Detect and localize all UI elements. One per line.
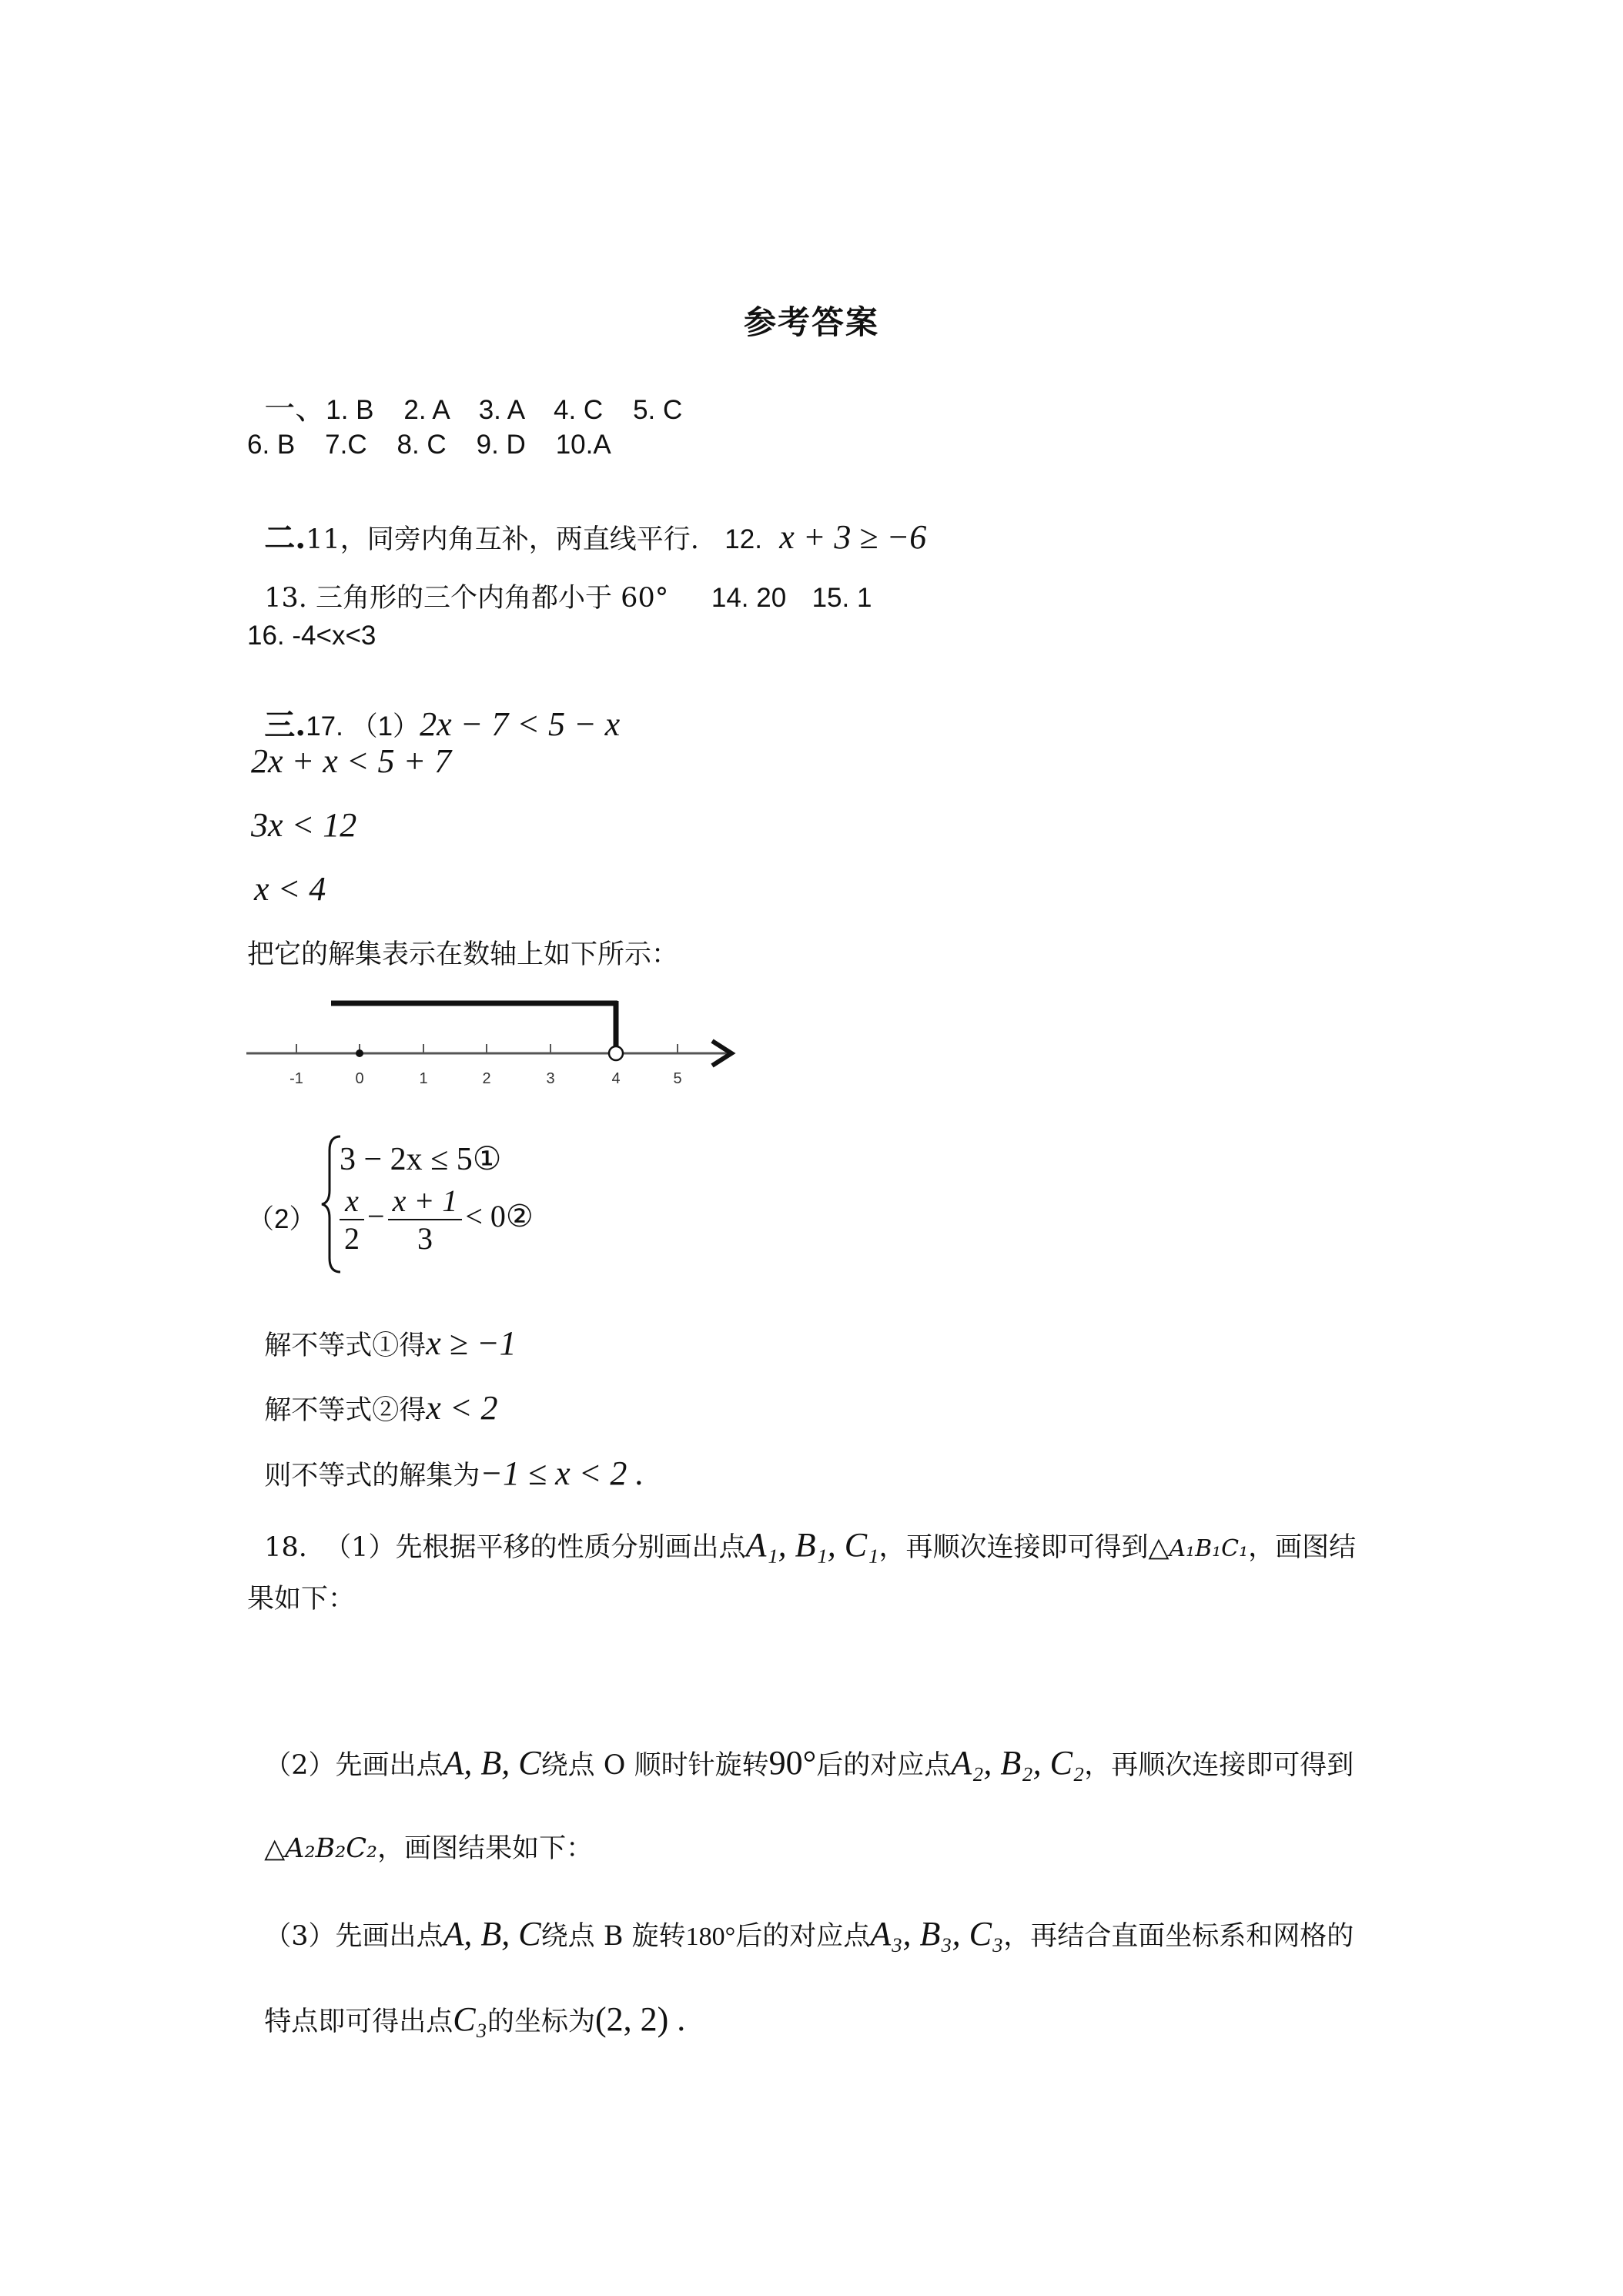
q18-part3-point-c3: C₃ (453, 2000, 487, 2038)
q18-part2-text-f: ，画图结果如下： (377, 1833, 594, 1864)
solution-ineq2-text: 解不等式②得 (264, 1395, 427, 1426)
q18-part3-text-d: ，再结合直面坐标系和网格的 (1003, 1921, 1354, 1952)
solution-ineq1 (247, 1300, 517, 1361)
q18-part2-text-d: ，再顺次连接即可得到 (1084, 1750, 1354, 1781)
q17-step3: x < 4 (254, 870, 326, 908)
section2-row2 (247, 557, 872, 612)
number-line (239, 993, 747, 1101)
q17-expression: 2x − 7 < 5 − x (420, 705, 621, 743)
q16-answer: 16. -4<x<3 (247, 621, 376, 651)
q18-part2-triangle: △A₂B₂C₂ (264, 1833, 378, 1864)
q18-part2-points: A, B, C (443, 1744, 541, 1782)
eq2-minus: − (367, 1199, 385, 1234)
q12-label: 12. (724, 524, 762, 554)
tick-label: 3 (546, 1070, 555, 1087)
eq2-denominator1: 2 (344, 1221, 360, 1256)
section1-answers-row1: 1. B 2. A 3. A 4. C 5. C (326, 395, 683, 425)
q18-part1 (247, 1501, 1356, 1562)
tick-label: -1 (289, 1070, 303, 1087)
open-circle-marker (609, 1046, 623, 1060)
section1-answers-row2: 6. B 7.C 8. C 9. D 10.A (247, 430, 611, 460)
q18-part2-angle: 90° (768, 1744, 817, 1782)
q18-part2-text-b: 绕点 O 顺时针旋转 (540, 1750, 769, 1781)
page-title: 参考答案 (743, 303, 879, 341)
solution-set-expr: −1 ≤ x < 2 . (480, 1454, 644, 1492)
q18-part3 (247, 1890, 1354, 1951)
q17-part1-header (247, 681, 620, 741)
q18-part3-points2: A₃, B₃, C₃ (870, 1915, 1004, 1953)
q18-part3-coordinate: (2, 2) . (594, 2000, 686, 2038)
q18-part2-points2: A₂, B₂, C₂ (951, 1744, 1085, 1782)
solution-ineq2-expr: x < 2 (426, 1389, 498, 1427)
q11-answer: 11，同旁内角互补，两直线平行. (306, 524, 699, 555)
q18-part3-cont (247, 1976, 685, 2037)
solution-set-text: 则不等式的解集为 (264, 1461, 480, 1491)
q18-part3-text-e: 特点即可得出点 (264, 2006, 453, 2037)
tick-label: 4 (611, 1070, 621, 1087)
q14-answer: 14. 20 (711, 583, 787, 613)
q18-part3-text-c: 后的对应点 (735, 1921, 871, 1952)
q18-part2 (247, 1719, 1354, 1780)
solution-ineq1-text: 解不等式①得 (264, 1330, 427, 1361)
q15-answer: 15. 1 (812, 583, 872, 613)
tick-label: 5 (673, 1070, 682, 1087)
tick-label: 0 (355, 1070, 364, 1087)
section2-label: 二. (264, 520, 306, 556)
system-eq1: 3 − 2x ≤ 5① (340, 1142, 502, 1177)
eq2-numerator1: x (340, 1183, 364, 1220)
q17-step2: 3x < 12 (251, 806, 357, 844)
q12-expression: x + 3 ≥ −6 (779, 518, 927, 556)
tick-label: 2 (482, 1070, 491, 1087)
solution-set (247, 1430, 644, 1491)
q18-part1-triangle: A₁B₁C₁ (1169, 1535, 1249, 1562)
q18-part2-text-c: 后的对应点 (816, 1750, 952, 1781)
solution-ineq2 (247, 1364, 498, 1425)
q18-part2-text-a: （2）先画出点 (264, 1750, 443, 1781)
q18-part3-angle: 180° (685, 1923, 736, 1951)
section1-label: 一、 (264, 391, 326, 427)
q18-part3-text-a: （3）先画出点 (264, 1921, 443, 1952)
q18-part1-cont: 果如下： (247, 1584, 356, 1615)
q18-part3-text-f: 的坐标为 (487, 2006, 595, 2037)
q13-answer: 13. 三角形的三个内角都小于 60° (264, 583, 669, 614)
origin-dot (356, 1049, 363, 1057)
q18-part2-cont (247, 1809, 593, 1863)
solution-ineq1-expr: x ≥ −1 (426, 1324, 517, 1362)
q18-part3-points: A, B, C (443, 1915, 541, 1953)
q17-label: 17. （1） (306, 711, 420, 741)
q18-part1-points: A₁, B₁, C₁ (745, 1526, 879, 1564)
system-eq2 (336, 1183, 534, 1257)
eq2-rest: < 0② (465, 1199, 534, 1234)
q17-step1: 2x + x < 5 + 7 (251, 742, 452, 780)
tick-label: 1 (419, 1070, 428, 1087)
section1-row1 (247, 366, 683, 427)
section2-row1 (247, 494, 926, 554)
q18-part1-text-a: 18. （1）先根据平移的性质分别画出点 (264, 1532, 746, 1563)
part2-label: （2） (247, 1204, 316, 1234)
q18-part1-text-c: ，画图结 (1248, 1532, 1357, 1563)
section3-label: 三. (264, 707, 306, 743)
eq2-denominator2: 3 (417, 1221, 433, 1256)
q18-part1-text-b: ，再顺次连接即可得到△ (878, 1532, 1170, 1563)
q18-part3-text-b: 绕点 B 旋转 (540, 1921, 686, 1952)
eq2-numerator2: x + 1 (388, 1183, 463, 1220)
numberline-caption: 把它的解集表示在数轴上如下所示： (247, 939, 679, 970)
